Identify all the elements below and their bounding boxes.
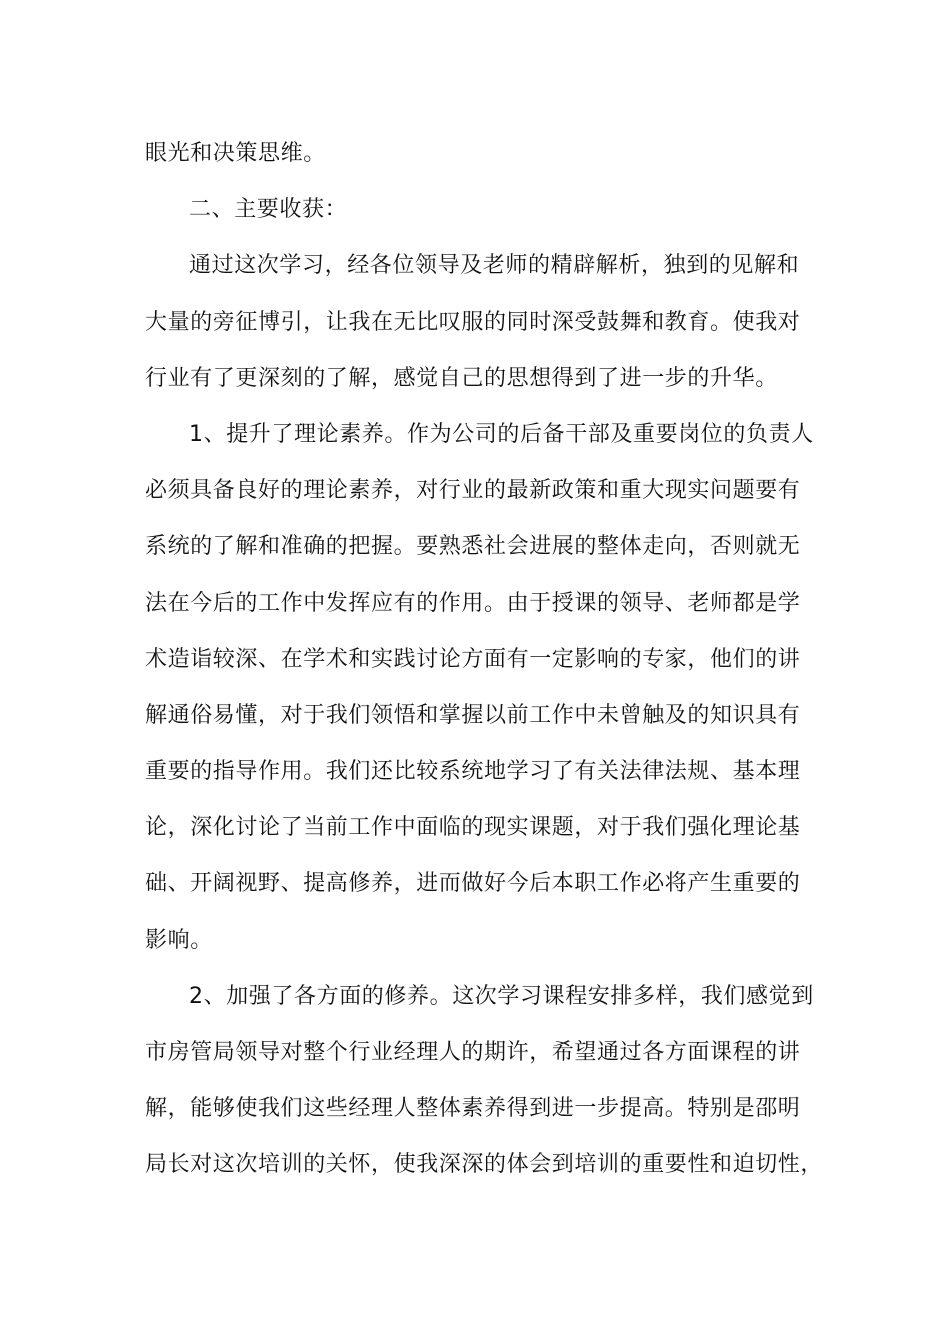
list-item-heading: 1、提升了理论素养。作为公司的后备干部及重要岗位的负责人 — [189, 421, 814, 447]
text-line: 术造诣较深、在学术和实践讨论方面有一定影响的专家，他们的讲 — [145, 646, 801, 672]
text-line: 解通俗易懂，对于我们领悟和掌握以前工作中未曾触及的知识具有 — [145, 702, 801, 728]
list-item-heading: 2、加强了各方面的修养。这次学习课程安排多样，我们感觉到 — [189, 983, 814, 1009]
text-line: 大量的旁征博引，让我在无比叹服的同时深受鼓舞和教育。使我对 — [145, 309, 801, 335]
text-line: 影响。 — [145, 927, 213, 953]
text-line: 市房管局领导对整个行业经理人的期许，希望通过各方面课程的讲 — [145, 1040, 801, 1065]
text-line: 通过这次学习，经各位领导及老师的精辟解析，独到的见解和 — [189, 253, 800, 279]
text-line: 论，深化讨论了当前工作中面临的现实课题，对于我们强化理论基 — [145, 815, 801, 841]
text-line: 局长对这次培训的关怀，使我深深的体会到培训的重要性和迫切性， — [145, 1152, 824, 1178]
document-text — [145, 126, 824, 1194]
text-line: 眼光和决策思维。 — [145, 141, 326, 166]
section-heading: 二、主要收获： — [189, 197, 348, 223]
text-line: 解，能够使我们这些经理人整体素养得到进一步提高。特别是邵明 — [145, 1096, 801, 1122]
text-line: 必须具备良好的理论素养，对行业的最新政策和重大现实问题要有 — [145, 478, 801, 504]
text-line: 法在今后的工作中发挥应有的作用。由于授课的领导、老师都是学 — [145, 590, 801, 616]
text-line: 系统的了解和准确的把握。要熟悉社会进展的整体走向，否则就无 — [145, 534, 801, 560]
text-line: 行业有了更深刻的了解，感觉自己的思想得到了进一步的升华。 — [145, 365, 778, 391]
text-line: 重要的指导作用。我们还比较系统地学习了有关法律法规、基本理 — [145, 759, 801, 785]
text-line: 础、开阔视野、提高修养，进而做好今后本职工作必将产生重要的 — [145, 871, 801, 897]
